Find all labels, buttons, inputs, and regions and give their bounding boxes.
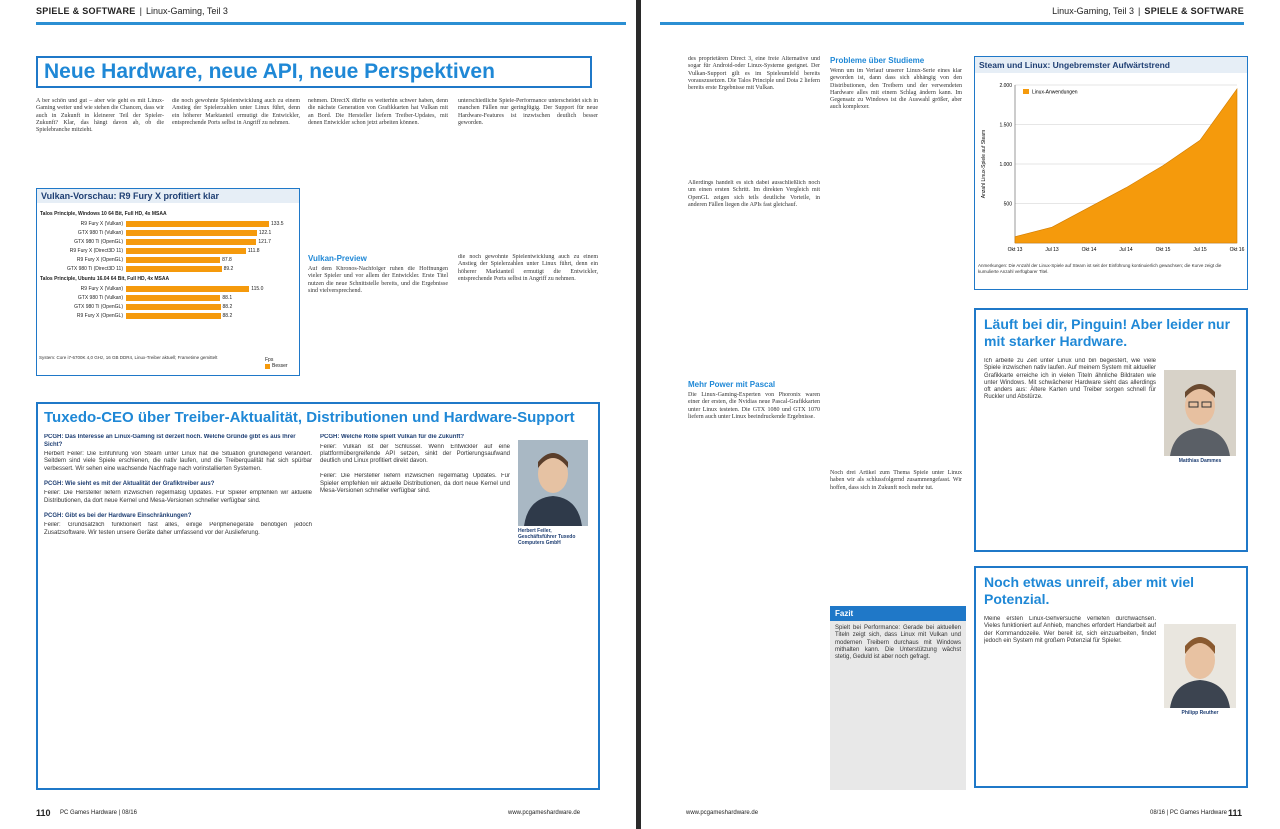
bar <box>126 266 222 272</box>
legend-swatch <box>1023 89 1029 94</box>
bar-row <box>37 294 232 301</box>
left-topic-label: Linux-Gaming, Teil 3 <box>145 6 228 16</box>
interview-col-2 <box>320 434 510 779</box>
interview-q2: PCGH: Wie sieht es mit der Aktualität der Grafiktreiber aus? <box>44 480 215 487</box>
interview-a2: Feiler: Die Hersteller liefern inzwischen regelmäßig Updates. Für Spieler empfehlen wir aktuelle Distributionen, da dort neue Kernel und Mesa-Versionen schneller verfügbar sind. <box>44 490 312 504</box>
bar-value-label: 121.7 <box>258 238 271 245</box>
bar-row <box>37 247 260 254</box>
legend-swatch <box>265 364 270 369</box>
bar-row <box>37 220 284 227</box>
vulkan-chart-title: Vulkan-Vorschau: R9 Fury X profitiert klar <box>37 189 299 203</box>
bar-label: GTX 980 Ti (Direct3D 11) <box>66 265 123 272</box>
bar-value-label: 88.2 <box>222 312 233 319</box>
legend-entry <box>265 363 288 369</box>
x-tick-label: Okt 15 <box>1155 247 1171 253</box>
bar-label: GTX 980 Ti (Vulkan) <box>77 229 123 236</box>
bar-row <box>37 229 271 236</box>
vulkan-bar-plot <box>37 209 299 355</box>
bar-value-label: 88.2 <box>222 303 233 310</box>
left-page-number: 110 <box>36 808 51 818</box>
right-page-number: 111 <box>1228 808 1243 818</box>
opinion-2-title: Noch etwas unreif, aber mit viel Potenzial. <box>984 574 1195 607</box>
portrait-illustration <box>1164 624 1236 708</box>
bar-value-label: 133.5 <box>271 220 284 227</box>
bar <box>126 313 221 319</box>
intro-column: A ber schön und gut – aber wie geht es mit Linux-Gaming weiter und wie stehen die Chancen, dass wir auch in Zukunft in kleinerer Teil der Spieler-Zukunft? Klar, das hängt davon ab, ob die Spielebranche mitzieht. <box>36 98 164 134</box>
left-running-header: SPIELE & SOFTWARE | Linux-Gaming, Teil 3 <box>36 6 228 16</box>
portrait-caption: Herbert Feiler, Geschäftsführer Tuxedo Computers GmbH <box>518 528 576 546</box>
area-series <box>1015 89 1237 243</box>
opinion-2-text: Meine ersten Linux-Gehversuche verliefen durchwachsen. Vieles funktioniert auf Anhieb, manches erfordert Handarbeit auf der Kommandozeile. Wer bereit ist, sich einzuarbeiten, findet jedoch ein System mit großem Potenzial für Spieler. <box>984 616 1156 644</box>
right-footer-mag: 08/16 | PC Games Hardware <box>1150 810 1227 816</box>
column-4b: die noch gewohnte Spielentwicklung auch zu einem Anstieg der Spielerzahlen unter Linux führt, denn ein höherer Marktanteil ermutigt die Entwickler, entsprechende Ports selbst in Angriff zu nehmen. <box>458 254 598 282</box>
bar <box>126 286 249 292</box>
steam-area-plot <box>975 75 1247 263</box>
interview-q1: PCGH: Das Interesse an Linux-Gaming ist derzeit hoch. Welche Gründe gibt es aus Ihrer Sicht? <box>44 434 296 448</box>
problems-subhead: Probleme über Studieme <box>830 56 925 65</box>
bar-row <box>37 312 232 319</box>
interview-a4: Feiler: Vulkan ist der Schlüssel. Wenn Entwickler auf eine plattformübergreifende API setzen, sinkt der Portierungsaufwand deutlich und Linux profitiert direkt davon. <box>320 443 510 465</box>
right-column-1b: Allerdings handelt es sich dabei ausschließlich noch um einen ersten Schritt. Im direkten Vergleich mit OpenGL zeigen sich teils deutliche Vorteile, in anderen Fällen liegen die APIs fast gleichauf. <box>688 180 820 208</box>
fazit-text: Spielt bei Performance: Gerade bei aktuellen Titeln zeigt sich, dass Linux mit Vulkan und modernen Treibern durchaus mit Windows mithalten kann. Die Unterstützung wächst stetig, Geduld ist aber noch gefragt. <box>835 625 961 661</box>
left-section-label: SPIELE & SOFTWARE <box>36 6 136 16</box>
interview-box <box>36 402 600 790</box>
fazit-title: Fazit <box>830 606 966 621</box>
y-tick-label: 500 <box>1003 201 1012 208</box>
bar-label: GTX 980 Ti (OpenGL) <box>74 303 123 310</box>
column-4: unterschiedliche Spiele-Performance unterscheidet sich in manchen Fällen nur geringfügig. Der Support für neue Hardware-Features ist inzwischen deutlich besser geworden. <box>458 98 598 126</box>
bar-label: R9 Fury X (Vulkan) <box>80 220 123 227</box>
interview-q3: PCGH: Gibt es bei der Hardware Einschränkungen? <box>44 512 192 519</box>
legend-label: Linux-Anwendungen <box>1032 89 1078 96</box>
left-footer-url: www.pcgameshardware.de <box>508 810 581 816</box>
opinion-2-caption: Philipp Reuther <box>1181 710 1219 716</box>
x-tick-label: Jul 15 <box>1193 247 1207 253</box>
interview-title: Tuxedo-CEO über Treiber-Aktualität, Distributionen und Hardware-Support <box>44 409 575 426</box>
bar <box>126 230 257 236</box>
x-tick-label: Okt 13 <box>1007 247 1023 253</box>
bar-group-heading: Talos Principle, Windows 10 64 Bit, Full HD, 4x MSAA <box>40 211 167 217</box>
bar-value-label: 122.1 <box>258 229 272 236</box>
column-3: nehmen. DirectX dürfte es weiterhin schwer haben, denn die nächste Generation von Grafikkarten hat Vulkan mit an Bord. Die Hersteller liefern Treiber-Updates, mit denen Entwickler schon jetzt arbeiten können. <box>308 98 448 126</box>
problems-text-2: Noch drei Artikel zum Thema Spiele unter Linux haben wir als schlussfolgernd zusammengefasst. Wir hoffen, dass sich in Zukunft noch mehr tut. <box>830 470 962 491</box>
opinion-1-text: Ich arbeite zu Zeit unter Linux und bin begeistert, wie viele Spiele inzwischen nativ laufen. Auf meinem System mit aktueller Grafikkarte erreiche ich in vielen Titeln ähnliche Bildraten wie unter Windows. Mit schwächerer Hardware sieht das allerdings oft anders aus: Ältere Karten und Treiber sorgen schnell für Ruckler und Abstürze. <box>984 358 1156 401</box>
bar <box>126 304 221 310</box>
fazit-box <box>830 606 966 790</box>
right-section-label: SPIELE & SOFTWARE <box>1144 6 1244 16</box>
left-footer-mag: PC Games Hardware | 08/16 <box>60 810 137 816</box>
bar-group-heading: Talos Principle, Ubuntu 16.04 64 Bit, Full HD, 4x MSAA <box>40 276 170 282</box>
problems-text: Wenn um im Verlauf unserer Linux-Serie eines klar geworden ist, dann dass sich abhängig von den Distributionen, den Treibern und der verwendeten Hardware alles mit einem Schlag ändern kann. Im Gegensatz zu Windows ist die Auswahl größer, aber auch komplexer. <box>830 68 962 111</box>
x-tick-label: Okt 16 <box>1229 247 1245 253</box>
portrait-photo-dammes <box>1164 370 1236 456</box>
bar-label: R9 Fury X (Vulkan) <box>80 285 123 292</box>
interview-q4: PCGH: Welche Rolle spielt Vulkan für die Zukunft? <box>320 434 465 440</box>
bar <box>126 239 256 245</box>
opinion-1-caption: Matthias Dammes <box>1178 458 1222 464</box>
portrait-illustration <box>518 440 588 526</box>
opinion-1-title: Läuft bei dir, Pinguin! Aber leider nur mit starker Hardware. <box>984 316 1231 349</box>
x-tick-label: Jul 13 <box>1045 247 1059 253</box>
right-header-rule <box>660 22 1244 25</box>
bar-row <box>37 256 232 263</box>
bar-value-label: 87.8 <box>222 256 232 263</box>
bar-label: R9 Fury X (OpenGL) <box>76 256 123 263</box>
steam-chart <box>974 56 1248 290</box>
page-gutter <box>636 0 641 829</box>
opinion-box-2 <box>974 566 1248 788</box>
interview-col-1 <box>44 434 312 779</box>
vulkan-subhead: Vulkan-Preview <box>308 254 367 263</box>
legend-title: Fps <box>265 357 274 363</box>
bar-row <box>37 303 232 310</box>
bar-row <box>37 285 263 292</box>
portrait-illustration <box>1164 370 1236 456</box>
left-header-rule <box>36 22 626 25</box>
vulkan-chart <box>36 188 300 376</box>
headline: Neue Hardware, neue API, neue Perspektiven <box>44 60 495 83</box>
headline-box <box>36 56 592 88</box>
steam-chart-title: Steam und Linux: Ungebremster Aufwärtstrend <box>975 57 1247 73</box>
bar-value-label: 111.8 <box>247 247 260 254</box>
portrait-photo-feiler <box>518 440 588 526</box>
bar-row <box>37 238 271 245</box>
x-tick-label: Jul 14 <box>1119 247 1133 253</box>
bar-value-label: 115.0 <box>251 285 264 292</box>
bar <box>126 221 269 227</box>
y-tick-label: 1.000 <box>999 162 1012 168</box>
bar-label: R9 Fury X (OpenGL) <box>76 312 123 319</box>
bar <box>126 295 220 301</box>
portrait-photo-reuther <box>1164 624 1236 708</box>
bar-label: GTX 980 Ti (Vulkan) <box>77 294 123 301</box>
bar-row <box>37 265 233 272</box>
right-running-header: Linux-Gaming, Teil 3 | SPIELE & SOFTWARE <box>1052 6 1244 16</box>
pascal-subhead: Mehr Power mit Pascal <box>688 380 776 389</box>
vulkan-chart-legend <box>265 357 288 369</box>
legend-label: Besser <box>272 363 288 369</box>
x-tick-label: Okt 14 <box>1081 247 1097 253</box>
bar-value-label: 89.2 <box>223 265 234 272</box>
column-2: die noch gewohnte Spielentwicklung auch zu einem Anstieg der Spielerzahlen unter Linux führt, denn ein höherer Marktanteil ermutigt die Entwickler, entsprechende Ports selbst in Angriff zu nehmen. <box>172 98 300 126</box>
y-axis-label: Anzahl Linux-Spiele auf Steam <box>981 129 987 199</box>
right-column-1: des proprietären Direct 3, eine freie Alternative und sogar für Android-oder Linux-Systeme geeignet. Der Vulkan-Support gilt es im Spieleumfeld bereits vorauszusetzen. Die Talos Principle und Dota 2 liefern bereits erste Ergebnisse mit Vulkan. <box>688 56 820 92</box>
bar <box>126 257 220 263</box>
right-footer-url: www.pcgameshardware.de <box>686 810 759 816</box>
interview-a2-cont: Feiler: Die Hersteller liefern inzwischen regelmäßig Updates. Für Spieler empfehlen wir aktuelle Distributionen, da dort neue Kernel und Mesa-Versionen schneller verfügbar sind. <box>320 473 510 494</box>
right-topic-label: Linux-Gaming, Teil 3 <box>1052 6 1135 16</box>
bar-label: R9 Fury X (Direct3D 11) <box>69 247 123 254</box>
vulkan-chart-footer: System: Core i7-6700K 4,0 GHz, 16 GB DDR4, Linux-Treiber aktuell; Frametime gemittelt <box>39 355 218 360</box>
bar-value-label: 88.1 <box>222 294 233 301</box>
interview-a3: Feiler: Grundsätzlich funktioniert fast alles, einige Peripheriegeräte benötigen jedoch Zusatzsoftware. Wir testen unsere Geräte daher umfassend vor der Auslieferung. <box>44 522 312 536</box>
y-tick-label: 1.500 <box>999 122 1012 129</box>
bar-label: GTX 980 Ti (OpenGL) <box>74 238 123 245</box>
opinion-box-1 <box>974 308 1248 552</box>
steam-chart-note: Anmerkungen: Die Anzahl der Linux-Spiele auf Steam ist seit der Einführung kontinuierlich gewachsen; die Kurve zeigt die kumulierte Anzahl verfügbarer Titel. <box>978 263 1222 274</box>
pascal-text: Die Linux-Gaming-Experten von Phoronix waren einer der ersten, die Nvidias neue Pascal-Grafikkarten unter Linux testeten. Die GTX 1080 und GTX 1070 liefern auch unter Linux beeindruckende Ergebnisse. <box>688 392 820 420</box>
bar <box>126 248 246 254</box>
vulkan-text: Auf dem Khronos-Nachfolger ruhen die Hoffnungen vieler Spieler und vor allem der Entwickler. Erste Titel nutzen die neue Schnittstelle bereits, und die Ergebnisse sind vielversprechend. <box>308 266 448 294</box>
y-tick-label: 2.000 <box>999 83 1012 89</box>
interview-a1: Herbert Feiler: Die Einführung von Steam unter Linux hat die Situation grundlegend verändert. Seitdem sind viele Spiele erschienen, die nativ laufen, und die Treiberqualität hat sich spürbar verbessert. Wir sehen eine wachsende Nachfrage nach vorinstallierten Systemen. <box>44 451 312 472</box>
